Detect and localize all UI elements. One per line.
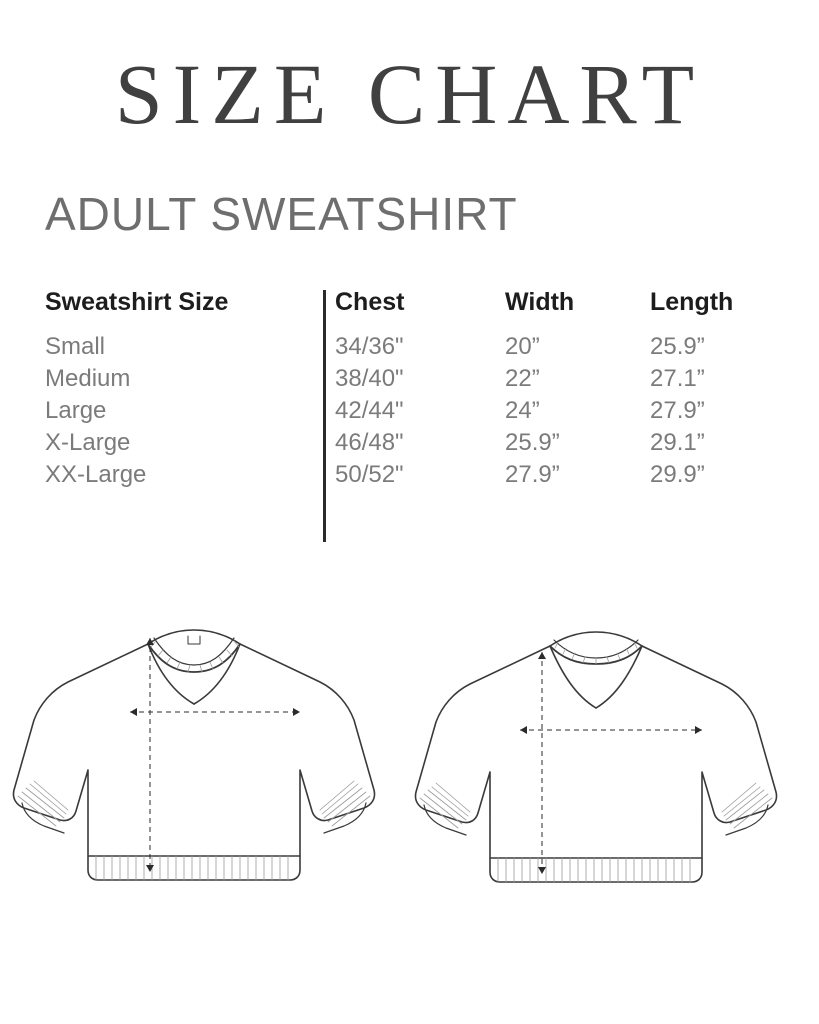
cell-length: 29.9” [650, 461, 705, 488]
cell-width: 22” [505, 365, 540, 392]
column-header-size: Sweatshirt Size [45, 288, 229, 316]
column-header-length: Length [650, 288, 734, 316]
cell-length: 29.1” [650, 429, 705, 456]
cell-size: Large [45, 397, 107, 424]
column-header-width: Width [505, 288, 575, 316]
cell-length: 27.1” [650, 365, 705, 392]
cell-size: Small [45, 333, 106, 360]
cell-width: 27.9” [505, 461, 560, 488]
table-header-row [45, 288, 785, 331]
table-row [45, 331, 785, 363]
column-header-chest: Chest [335, 288, 405, 316]
illustrations [0, 600, 819, 930]
cell-width: 25.9” [505, 429, 560, 456]
cell-chest: 46/48" [335, 429, 404, 456]
cell-length: 25.9” [650, 333, 705, 360]
table-row [45, 427, 785, 459]
cell-chest: 42/44" [335, 397, 404, 424]
cell-size: Medium [45, 365, 131, 392]
sweatshirt-front-illustration [8, 600, 408, 930]
cell-width: 20” [505, 333, 540, 360]
size-table [45, 288, 785, 491]
cell-width: 24” [505, 397, 540, 424]
table-row [45, 395, 785, 427]
table-row [45, 363, 785, 395]
cell-chest: 38/40" [335, 365, 404, 392]
size-table-wrapper [45, 288, 785, 491]
table-row [45, 459, 785, 491]
cell-size: X-Large [45, 429, 131, 456]
table-vertical-divider [323, 290, 326, 542]
cell-chest: 50/52" [335, 461, 404, 488]
sweatshirt-back-illustration [410, 600, 810, 930]
cell-length: 27.9” [650, 397, 705, 424]
page-subtitle: ADULT SWEATSHIRT [45, 188, 518, 240]
cell-size: XX-Large [45, 461, 147, 488]
cell-chest: 34/36" [335, 333, 404, 360]
page-title: SIZE CHART [114, 46, 705, 142]
